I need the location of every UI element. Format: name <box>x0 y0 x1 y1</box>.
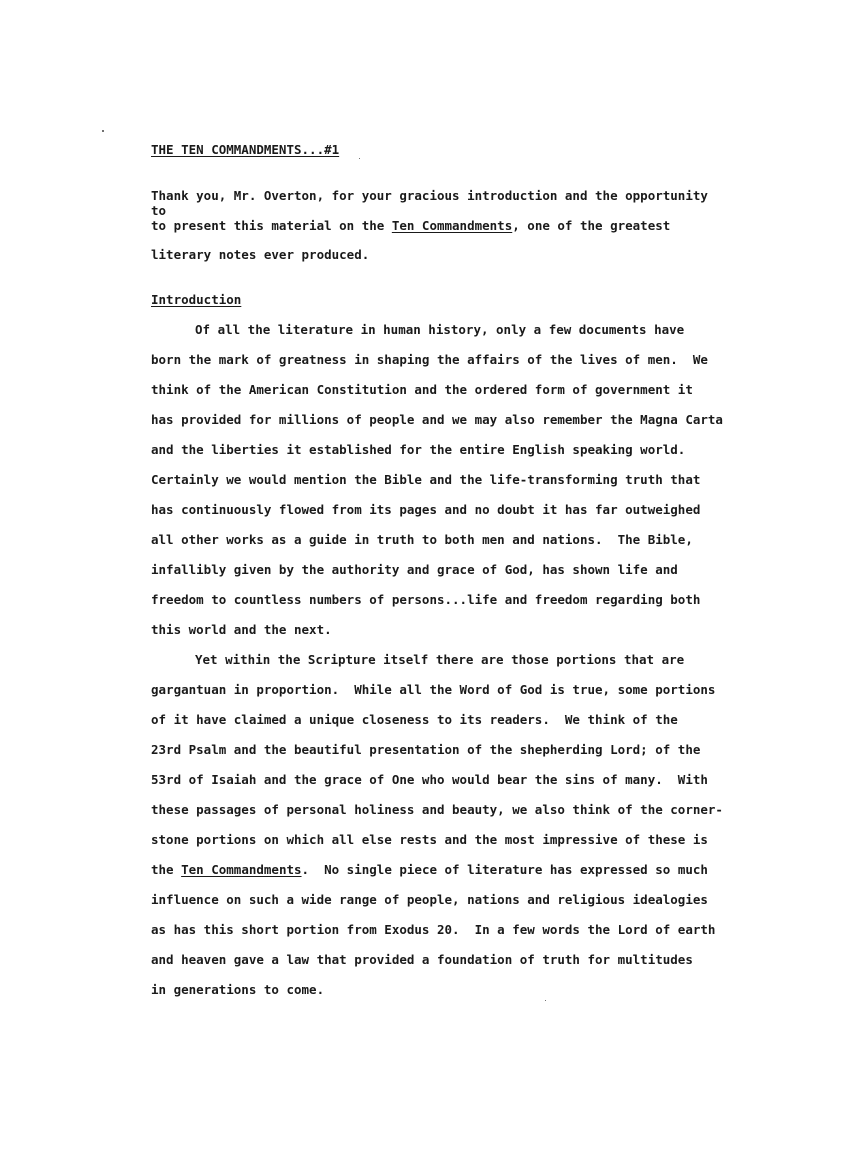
paragraph-line: stone portions on which all else rests and the most impressive of these is <box>151 832 708 847</box>
paragraph-line: infallibly given by the authority and grace of God, has shown life and <box>151 562 678 577</box>
paragraph-text: . No single piece of literature has expressed so much <box>301 862 708 877</box>
paragraph-line: as has this short portion from Exodus 20. In a few words the Lord of earth <box>151 922 716 937</box>
opening-line: Thank you, Mr. Overton, for your gracious introduction and the opportunity <box>151 188 708 203</box>
paragraph-line: gargantuan in proportion. While all the Word of God is true, some portions <box>151 682 716 697</box>
paragraph-line: think of the American Constitution and the ordered form of government it <box>151 382 693 397</box>
scan-speck <box>102 130 104 132</box>
paragraph-line: has continuously flowed from its pages and no doubt it has far outweighed <box>151 502 701 517</box>
paragraph-line: of it have claimed a unique closeness to its readers. We think of the <box>151 712 678 727</box>
document-title: THE TEN COMMANDMENTS...#1 <box>151 142 340 157</box>
paragraph-line: 23rd Psalm and the beautiful presentation of the shepherding Lord; of the <box>151 742 701 757</box>
opening-text: , one of the greatest <box>512 218 671 233</box>
opening-line: literary notes ever produced. <box>151 247 370 262</box>
paragraph-line: in generations to come. <box>151 982 325 997</box>
paragraph-line: born the mark of greatness in shaping the affairs of the lives of men. We <box>151 352 708 367</box>
paragraph-line: has provided for millions of people and we may also remember the Magna Carta <box>151 412 723 427</box>
paragraph-line: influence on such a wide range of people, nations and religious idealogies <box>151 892 708 907</box>
paragraph-line: and the liberties it established for the entire English speaking world. <box>151 442 686 457</box>
paragraph-line: Of all the literature in human history, only a few documents have <box>195 322 685 337</box>
paragraph-line: these passages of personal holiness and beauty, we also think of the corner- <box>151 802 723 817</box>
section-heading: Introduction <box>151 292 242 307</box>
opening-line: to <box>151 203 167 218</box>
paragraph-line: Certainly we would mention the Bible and the life-transforming truth that <box>151 472 701 487</box>
ten-commandments-underlined: Ten Commandments <box>391 218 513 233</box>
paragraph-line: all other works as a guide in truth to both men and nations. The Bible, <box>151 532 693 547</box>
paragraph-line: freedom to countless numbers of persons...life and freedom regarding both <box>151 592 701 607</box>
opening-text: to present this material on the <box>151 218 392 233</box>
ten-commandments-underlined: Ten Commandments <box>181 862 302 877</box>
paragraph-line: this world and the next. <box>151 622 332 637</box>
paragraph-text: the <box>151 862 182 877</box>
paragraph-line: Yet within the Scripture itself there are those portions that are <box>195 652 685 667</box>
paragraph-line <box>151 862 708 878</box>
paragraph-line: and heaven gave a law that provided a foundation of truth for multitudes <box>151 952 693 967</box>
scan-speck <box>359 158 360 159</box>
scan-speck <box>545 1000 546 1001</box>
paragraph-line: 53rd of Isaiah and the grace of One who would bear the sins of many. With <box>151 772 708 787</box>
opening-line <box>151 218 670 234</box>
